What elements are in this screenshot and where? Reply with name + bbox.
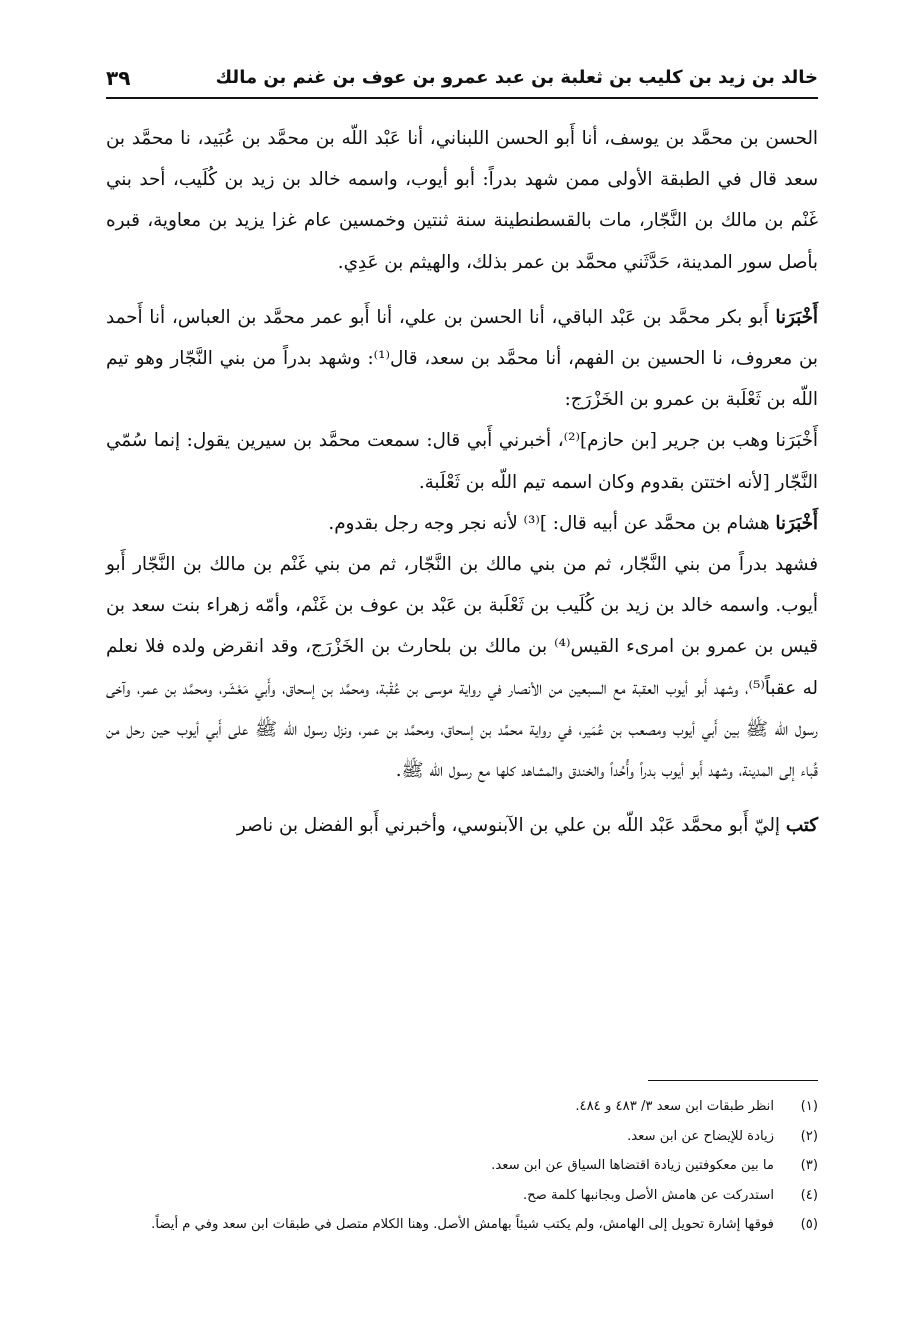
paragraph-lead: كتب <box>785 815 818 837</box>
footnote <box>106 1092 818 1122</box>
footnote-text: فوقها إشارة تحويل إلى الهامش، ولم يكتب شيئاً بهامش الأصل. وهنا الكلام متصل في طبقات ابن سعد وفي م أيضاً. <box>151 1217 774 1232</box>
paragraph-lead: أَخْبَرَنا <box>775 512 818 534</box>
footnote <box>106 1181 818 1211</box>
footnotes <box>106 1092 818 1240</box>
footnote-text: زيادة للإيضاح عن ابن سعد. <box>627 1128 774 1144</box>
main-text <box>106 118 818 846</box>
paragraph-text: فشهد بدراً من بني النَّجّار، ثم من بني مالك بن النَّجّار، ثم من بني غَنْم بن مالك بن النَّجّار أَبو أيوب. واسمه خالد بن زيد بن كُلَيب بن ثَعْلَبة بن عَبْد بن عوف بن غَنْم، وأمّه زهراء بنت سعد بن قيس بن عمرو بن امرىء القيس⁽⁴⁾ بن مالك بن بلحارث بن الخَزْرَج، وقد انقرض ولده فلا نعلم له عقباً⁽⁵⁾، وشهد أَبو أيوب العقبة مع السبعين من الأنصار في رواية موسى بن عُقْبة، ومحمَّد بن إسحاق، وأَبي مَعْشَر، ومحمَّد بن عمر، وآخى رسول اللّه ﷺ بين أَبي أيوب ومصعب بن عُمَير، في رواية محمَّد بن إسحاق، ومحمَّد بن عمر، ونزل رسول اللّه ﷺ على أَبي أيوب حين رحل من قُباء إلى المدينة، وشهد أَبو أيوب بدراً وأُحُداً والخندق والمشاهد كلها مع رسول اللّه ﷺ. <box>106 554 819 782</box>
paragraph-lead: أَخْبَرَنا <box>775 306 818 328</box>
header-rule <box>106 97 818 99</box>
running-title: خالد بن زيد بن كليب بن ثعلبة بن عبد عمرو بن عوف بن غنم بن مالك <box>215 67 818 88</box>
footnote-number: (٤) <box>800 1187 818 1203</box>
paragraph-4 <box>106 503 818 544</box>
paragraph-text: أَبو بكر محمَّد بن عَبْد الباقي، أنا الحسن بن علي، أنا أَبو عمر محمَّد بن العباس، أنا أَحمد بن معروف، نا الحسين بن الفهم، أنا محمَّد بن سعد، قال⁽¹⁾: وشهد بدراً من بني النَّجّار وهو تيم اللّه بن ثَعْلَبة بن عمرو بن الخَزْرَج: <box>106 306 819 411</box>
footnote <box>106 1210 818 1240</box>
footnote <box>106 1122 818 1152</box>
page-number: ٣٩ <box>106 66 131 90</box>
footnote <box>106 1151 818 1181</box>
footnote-number: (١) <box>800 1099 818 1114</box>
paragraph-6 <box>106 805 818 846</box>
paragraph-1 <box>106 118 818 283</box>
footnote-number: (٥) <box>800 1217 818 1232</box>
paragraph-text: إليّ أَبو محمَّد عَبْد اللّه بن علي بن الآبنوسي، وأخبرني أَبو الفضل بن ناصر <box>236 815 786 837</box>
paragraph-text: أَخْبَرَنا وهب بن جرير [بن حازم]⁽²⁾، أخبرني أَبي قال: سمعت محمَّد بن سيرين يقول: إنما سُمّي النَّجّار [لأنه اختتن بقدوم وكان اسمه تيم اللّه بن ثَعْلَبة. <box>106 430 818 493</box>
footnote-number: (٢) <box>800 1128 818 1144</box>
paragraph-3 <box>106 420 818 502</box>
footnote-rule <box>648 1080 818 1081</box>
footnote-text: ما بين معكوفتين زيادة اقتضاها السياق عن ابن سعد. <box>491 1158 774 1173</box>
footnote-text: انظر طبقات ابن سعد ٣/ ٤٨٣ و ٤٨٤. <box>575 1099 774 1114</box>
paragraph-2 <box>106 297 818 421</box>
paragraph-text: هشام بن محمَّد عن أبيه قال: ]⁽³⁾ لأنه نجر وجه رجل بقدوم. <box>328 512 776 534</box>
page-header <box>106 60 818 98</box>
paragraph-5 <box>106 544 818 791</box>
paragraph-text: الحسن بن محمَّد بن يوسف، أنا أَبو الحسن اللبناني، أنا عَبْد اللّه بن محمَّد بن عُبَيد، نا محمَّد بن سعد قال في الطبقة الأولى ممن شهد بدراً: أبو أيوب، واسمه خالد بن زيد بن كُلَيب، أحد بني غَنْم بن مالك بن النَّجّار، مات بالقسطنطينة سنة ثنتين وخمسين عام غزا يزيد بن معاوية، قبره بأصل سور المدينة، حَدَّثَني محمَّد بن عمر بذلك، والهيثم بن عَدِي. <box>106 128 818 273</box>
footnote-number: (٣) <box>800 1158 818 1173</box>
footnote-text: استدركت عن هامش الأصل وبجانبها كلمة صح. <box>522 1187 774 1203</box>
